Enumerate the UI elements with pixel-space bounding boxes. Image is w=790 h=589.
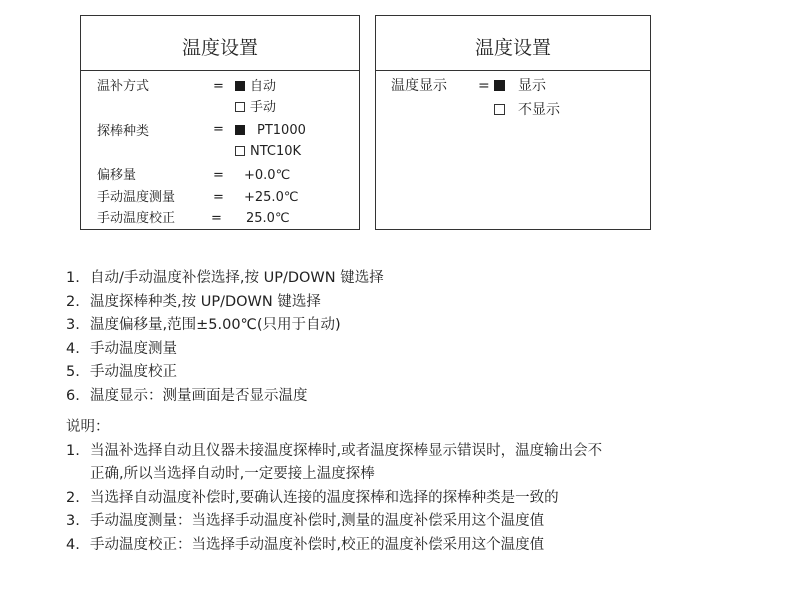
- checked-box-icon: [494, 80, 505, 91]
- item-text: 自动/手动温度补偿选择,按 UP/DOWN 键选择: [90, 270, 384, 286]
- unchecked-box-icon: [235, 102, 245, 112]
- equals-sign: =: [478, 78, 490, 94]
- option-hide[interactable]: [494, 102, 560, 119]
- item-number: 4.: [66, 536, 80, 553]
- settings-description-list: [66, 267, 384, 408]
- offset-value[interactable]: +0.0℃: [244, 168, 291, 183]
- item-number: 5.: [66, 364, 80, 380]
- item-text: 温度探棒种类,按 UP/DOWN 键选择: [90, 293, 321, 310]
- note-item: [66, 534, 766, 558]
- offset-label: 偏移量: [97, 168, 137, 183]
- comp-mode-label: 温补方式: [97, 79, 150, 94]
- equals-sign: =: [213, 190, 224, 205]
- unchecked-box-icon: [494, 104, 505, 115]
- note-line: 当选择自动温度补偿时,要确认连接的温度探棒和选择的探棒种类是一致的: [90, 489, 559, 506]
- item-number: 2.: [66, 293, 80, 310]
- option-label: 自动: [250, 79, 277, 94]
- item-number: 3.: [66, 317, 80, 333]
- panel-title: 温度设置: [181, 37, 258, 59]
- list-item: [66, 314, 384, 338]
- item-number: 1.: [66, 442, 80, 459]
- item-number: 1.: [66, 270, 80, 286]
- panel-title: 温度设置: [474, 37, 551, 59]
- list-item: [66, 267, 384, 291]
- equals-sign: =: [213, 122, 224, 137]
- note-line: 当温补选择自动且仪器未接温度探棒时,或者温度探棒显示错误时，温度输出会不: [90, 442, 603, 459]
- title-divider: [81, 70, 359, 71]
- option-auto[interactable]: [235, 79, 276, 95]
- item-number: 6.: [66, 387, 80, 404]
- option-label: 不显示: [518, 102, 560, 118]
- list-item: [66, 361, 384, 385]
- option-manual[interactable]: [235, 100, 276, 116]
- title-divider: [376, 70, 650, 71]
- temp-display-label: 温度显示: [391, 78, 447, 94]
- temp-settings-panel: [80, 15, 360, 230]
- equals-sign: =: [213, 79, 224, 94]
- option-pt1000[interactable]: [235, 123, 306, 139]
- equals-sign: =: [213, 168, 224, 183]
- list-item: [66, 291, 384, 315]
- item-number: 2.: [66, 489, 80, 506]
- option-label: PT1000: [257, 123, 306, 138]
- unchecked-box-icon: [235, 146, 245, 156]
- item-number: 4.: [66, 340, 80, 357]
- temp-display-panel: [375, 15, 651, 230]
- list-item: [66, 338, 384, 362]
- notes-heading: 说明：: [66, 419, 110, 435]
- option-label: 手动: [250, 100, 277, 115]
- manual-measure-label: 手动温度测量: [97, 190, 176, 205]
- item-text: 温度显示：测量画面是否显示温度: [90, 387, 308, 404]
- manual-measure-value[interactable]: +25.0℃: [244, 190, 299, 205]
- manual-calib-label: 手动温度校正: [97, 211, 176, 226]
- item-number: 3.: [66, 513, 80, 529]
- option-label: NTC10K: [250, 144, 302, 159]
- note-line: 正确,所以当选择自动时,一定要接上温度探棒: [90, 466, 375, 482]
- notes-section: [66, 416, 766, 557]
- note-line: 手动温度校正：当选择手动温度补偿时,校正的温度补偿采用这个温度值: [90, 536, 545, 553]
- note-item: [66, 487, 766, 511]
- checked-box-icon: [235, 125, 245, 135]
- equals-sign: =: [211, 211, 222, 226]
- item-text: 手动温度校正: [90, 364, 177, 380]
- note-item: [66, 440, 766, 487]
- probe-type-label: 探棒种类: [97, 124, 150, 139]
- option-ntc10k[interactable]: [235, 144, 301, 160]
- manual-calib-value[interactable]: 25.0℃: [246, 211, 290, 226]
- item-text: 温度偏移量,范围±5.00℃(只用于自动): [90, 317, 341, 333]
- option-show[interactable]: [494, 78, 546, 95]
- checked-box-icon: [235, 81, 245, 91]
- note-item: [66, 510, 766, 534]
- option-label: 显示: [518, 78, 546, 94]
- item-text: 手动温度测量: [90, 340, 177, 357]
- note-line: 手动温度测量：当选择手动温度补偿时,测量的温度补偿采用这个温度值: [90, 513, 545, 529]
- list-item: [66, 385, 384, 409]
